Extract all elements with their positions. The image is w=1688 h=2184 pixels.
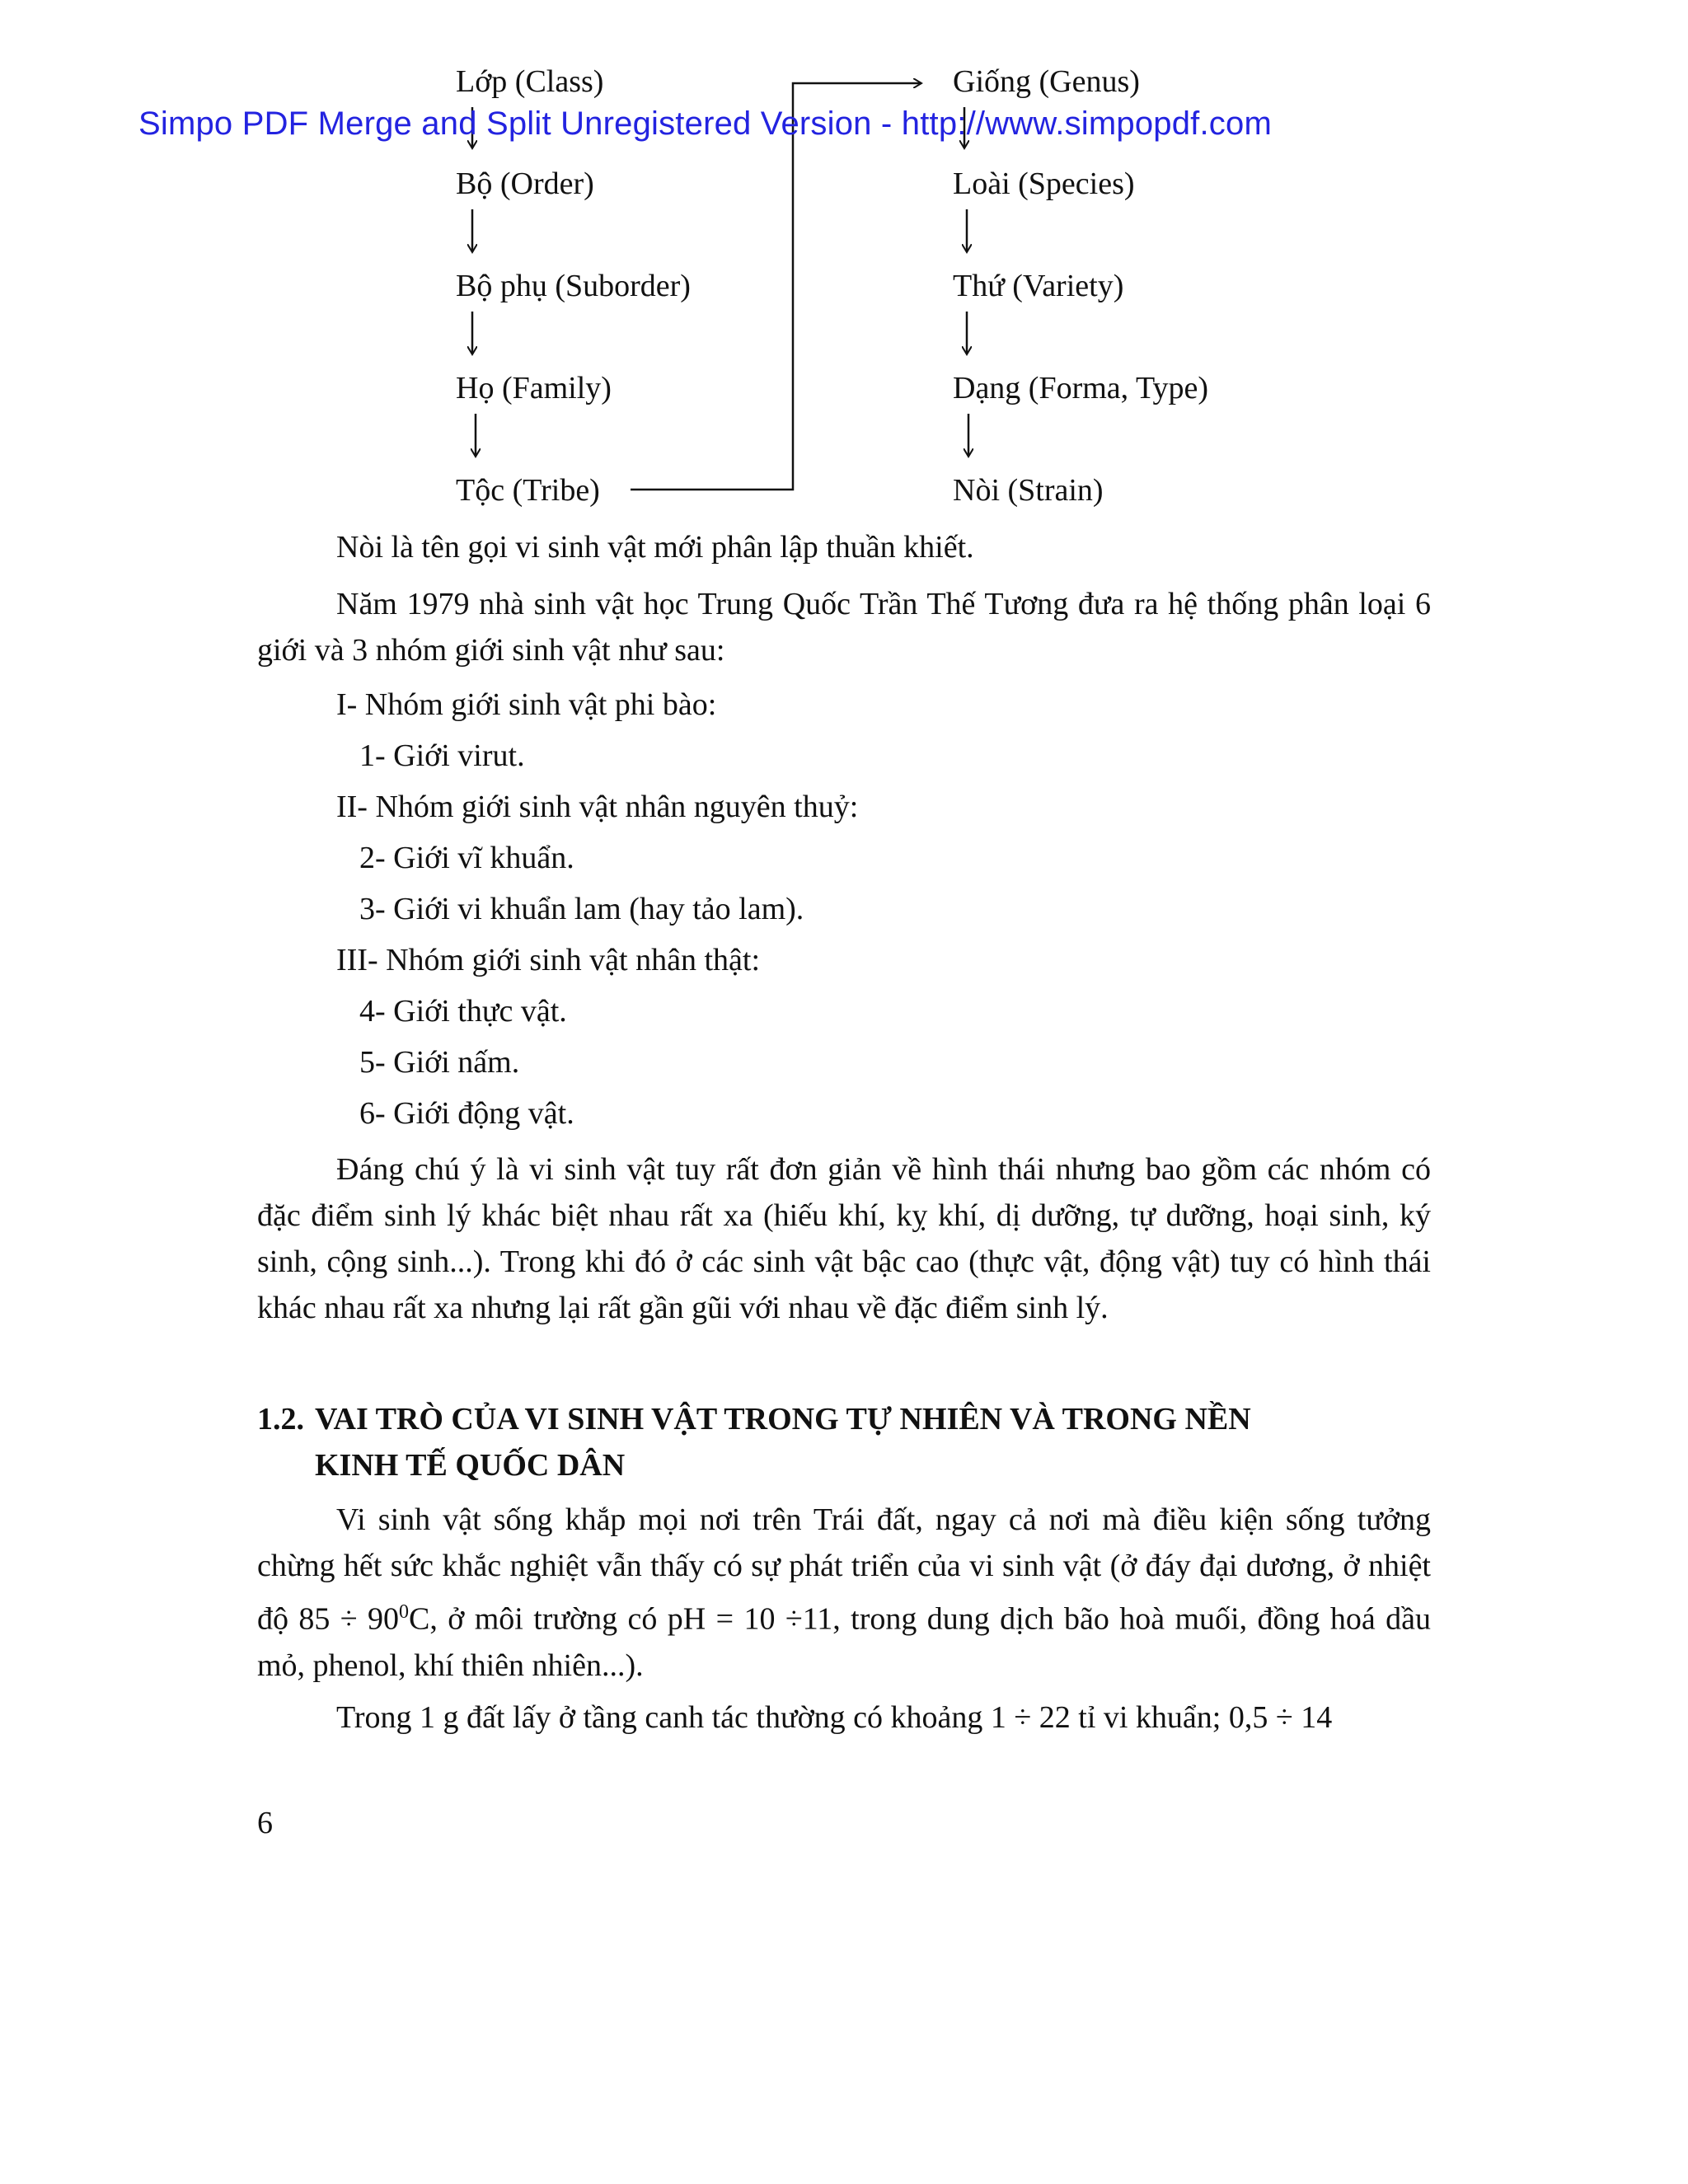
section-title-line1: VAI TRÒ CỦA VI SINH VẬT TRONG TỰ NHIÊN VÀ TRONG NỀN (315, 1402, 1251, 1436)
taxon-genus: Giống (Genus) (953, 64, 1140, 99)
list-group-3: III- Nhóm giới sinh vật nhân thật: (336, 943, 761, 977)
taxon-class: Lớp (Class) (456, 64, 604, 99)
list-kingdom-1: 1- Giới virut. (359, 738, 525, 773)
taxon-species: Loài (Species) (953, 166, 1135, 201)
section-title-line2: KINH TẾ QUỐC DÂN (315, 1448, 626, 1483)
page-number: 6 (257, 1806, 273, 1840)
paragraph-text-part: Vi sinh vật sống khắp mọi nơi trên Trái đất, ngay cả nơi mà điều kiện sống tưởng chừng hết sức khắc nghiệt vẫn thấy có sự phát triển của vi sinh vật (ở đáy đại dương, ở nhiệt độ 85 ÷ 90 (257, 1502, 1431, 1637)
taxon-forma: Dạng (Forma, Type) (953, 371, 1209, 405)
list-kingdom-3: 3- Giới vi khuẩn lam (hay tảo lam). (359, 892, 804, 926)
taxon-family: Họ (Family) (456, 371, 612, 405)
paragraph-soil-count (257, 1694, 1431, 1741)
paragraph-text: Nòi là tên gọi vi sinh vật mới phân lập thuần khiết. (336, 530, 974, 565)
paragraph-text: Đáng chú ý là vi sinh vật tuy rất đơn giản về hình thái nhưng bao gồm các nhóm có đặc điểm sinh lý khác biệt nhau rất xa (hiếu khí, kỵ khí, dị dưỡng, tự dưỡng, hoại sinh, ký sinh, cộng sinh...). Trong khi đó ở các sinh vật bậc cao (thực vật, động vật) tuy có hình thái khác nhau rất xa nhưng lại rất gần gũi với nhau về đặc điểm sinh lý. (257, 1152, 1431, 1325)
taxon-suborder: Bộ phụ (Suborder) (456, 269, 691, 303)
paragraph-classification-intro (257, 581, 1431, 673)
superscript-degree: 0 (399, 1601, 410, 1623)
list-kingdom-4: 4- Giới thực vật. (359, 994, 567, 1029)
taxonomy-arrows (0, 0, 1688, 527)
watermark-banner: Simpo PDF Merge and Split Unregistered Version - http://www.simpopdf.com (138, 105, 1272, 142)
taxon-strain: Nòi (Strain) (953, 473, 1104, 508)
list-group-2: II- Nhóm giới sinh vật nhân nguyên thuỷ: (336, 790, 859, 824)
list-kingdom-5: 5- Giới nấm. (359, 1045, 520, 1080)
paragraph-strain-definition (257, 524, 1431, 570)
paragraph-text (257, 1497, 1431, 1689)
taxon-variety: Thứ (Variety) (953, 269, 1124, 303)
section-number: 1.2. (257, 1402, 304, 1436)
section-heading (257, 1396, 1251, 1488)
paragraph-text-part: C, ở môi trường có pH = 10 ÷11, trong dung dịch bão hoà muối, đồng hoá dầu mỏ, phenol, khí thiên nhiên...). (257, 1601, 1432, 1683)
taxon-tribe: Tộc (Tribe) (456, 473, 600, 508)
paragraph-habitat (257, 1497, 1431, 1689)
paragraph-text: Trong 1 g đất lấy ở tầng canh tác thường có khoảng 1 ÷ 22 tỉ vi khuẩn; 0,5 ÷ 14 (336, 1700, 1333, 1735)
paragraph-text: Năm 1979 nhà sinh vật học Trung Quốc Trần Thế Tương đưa ra hệ thống phân loại 6 giới và 3 nhóm giới sinh vật như sau: (257, 587, 1431, 668)
list-kingdom-2: 2- Giới vĩ khuẩn. (359, 841, 574, 875)
list-group-1: I- Nhóm giới sinh vật phi bào: (336, 687, 717, 722)
paragraph-physiology-note (257, 1146, 1431, 1331)
list-kingdom-6: 6- Giới động vật. (359, 1096, 574, 1131)
taxon-order: Bộ (Order) (456, 166, 594, 201)
